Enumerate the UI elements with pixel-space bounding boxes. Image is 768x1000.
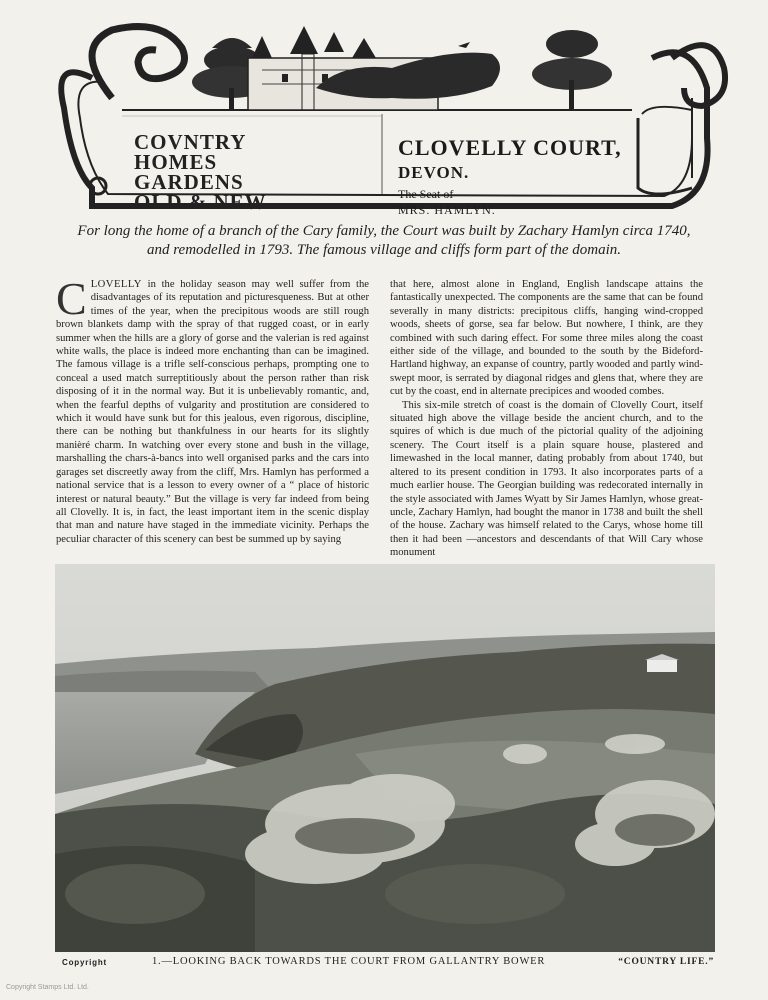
series-line-2: HOMES bbox=[134, 150, 218, 174]
tree-right-icon bbox=[532, 30, 612, 110]
article-column-right bbox=[390, 278, 703, 560]
property-block bbox=[398, 135, 668, 218]
property-name: CLOVELLY COURT, bbox=[398, 135, 622, 160]
masthead bbox=[52, 18, 732, 217]
series-line-4: OLD & NEW bbox=[134, 190, 267, 214]
figure-caption-row bbox=[62, 956, 714, 972]
landscape-photograph bbox=[55, 564, 715, 952]
right-paragraph-1: that here, almost alone in England, English landscape attains the fantastically unexpected. The components are the same that can be found severally in many districts: precipitous cliffs, hanging wind-cropped woods, sheets of gorse, sea far below. But nowhere, I think, are they combined with such daring effect. For some three miles along the coast either side of the village, and bounded to the south by the Bideford-Hartland highway, an expanse of country, partly wooded and partly wind-swept moor, is serrated by diagonal ridges and glens that, where they are cut by the coast, end in alternate precipices and wooded combes. bbox=[390, 279, 703, 398]
series-line-1: COVNTRY bbox=[134, 130, 247, 154]
left-paragraph-text: in the holiday season may well suffer from the disadvantages of its reputation and picturesqueness. But at other times of the year, when the precipitous woods are still rough brown blankets damp with the spray of that rugged coast, or in early summer when the hills are a glory of gorse and the valerian is red against white walls, the place is indeed more enchanting than can be imagined. The famous village is a trifle self-conscious perhaps, prompting one to conceal a used match surreptitiously about the person rather than risk disposing of it in the normal way. But it is unbelievably romantic, and, when the fearful depths of vulgarity and prostitution are considered to which it would have sunk but for this jealous, even rigorous, discipline, there can be nothing but thankfulness in our hearts for its slightly manièré charm. In watching over every stone and bush in the village, marshalling the chars-à-bancs into well organised parks and the cars into garages set discreetly away from the cliff, Mrs. Hamlyn has performed a national service that is a lesson to every owner of a “ place of historic interest or natural beauty.” But the village is very far indeed from being all Clovelly. It is, in fact, the least important item in the scenic display that man and nature have staged in the immediate vicinity. Perhaps the peculiar character of this scenery can best be summed up by saying bbox=[56, 279, 369, 545]
standfirst: For long the home of a branch of the Cary family, the Court was built by Zachary Hamlyn circa 1740, and remodelled in 1793. The famous village and cliffs form part of the domain. bbox=[77, 223, 691, 258]
figure-caption: 1.—LOOKING BACK TOWARDS THE COURT FROM GALLANTRY BOWER bbox=[152, 956, 546, 967]
copyright-label: Copyright bbox=[62, 958, 107, 967]
seat-line: The Seat of bbox=[398, 187, 454, 201]
series-line-3: GARDENS bbox=[134, 170, 244, 194]
county-name: DEVON. bbox=[398, 163, 470, 182]
watermark: Copyright Stamps Ltd. Ltd. bbox=[6, 984, 89, 991]
series-title bbox=[134, 132, 364, 212]
bird-icon bbox=[458, 42, 470, 48]
paragraph-opening bbox=[56, 273, 369, 546]
opening-word: LOVELLY bbox=[90, 279, 142, 290]
article-column-left bbox=[56, 273, 369, 546]
right-paragraph-2: This six-mile stretch of coast is the domain of Clovelly Court, itself situated high above the village beside the ancient church, and to the squires of which is due much of the pictorial quality of the adjoining scenery. The Court itself is a plain square house, plastered and limewashed in the local manner, dating probably from about 1740, but altered to its present condition in 1793. It also incorporates parts of a much earlier house. The Georgian building was redecorated internally in the style associated with James Wyatt by Sir James Hamlyn, whose great-uncle, Zachary Hamlyn, had bought the manor in 1738 and built the shell of the house. Zachary was himself related to the Carys, whose home till then it had been —ancestors and descendants of that Will Cary whose monument bbox=[390, 399, 703, 559]
owner-name: MRS. HAMLYN. bbox=[398, 203, 496, 217]
drop-cap: C bbox=[56, 273, 87, 324]
photo-credit: “COUNTRY LIFE.” bbox=[618, 957, 714, 967]
